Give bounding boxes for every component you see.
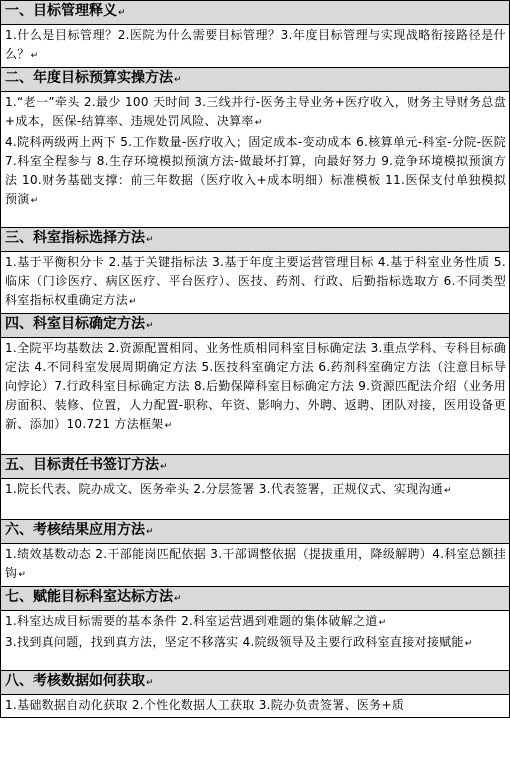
section-heading-row [1, 314, 510, 338]
section-body [1, 25, 510, 68]
section-heading [1, 68, 510, 92]
paragraph: 3.找到真问题，找到真方法，坚定不移落实 4.院级领导及主要行政科室直接对接赋能↵ [5, 635, 473, 649]
section-body [1, 611, 510, 671]
section-title: 一、目标管理释义 [5, 3, 117, 19]
section-body [1, 544, 510, 587]
paragraph-mark: ↵ [174, 75, 182, 85]
section-title: 四、科室目标确定方法 [5, 316, 145, 332]
section-heading [1, 587, 510, 611]
section-body-row [1, 611, 510, 671]
paragraph: 1.什么是目标管理？2.医院为什么需要目标管理？3.年度目标管理与实现战略衔接路径是什么？↵ [5, 28, 506, 61]
section-body-row [1, 92, 510, 228]
section-title: 二、年度目标预算实操方法 [5, 70, 173, 86]
section-heading [1, 314, 510, 338]
section-body-row [1, 479, 510, 520]
section-body [1, 695, 510, 718]
section-title: 三、科室指标选择方法 [5, 230, 145, 246]
section-body [1, 92, 510, 228]
section-heading-row [1, 1, 510, 25]
section-heading [1, 228, 510, 252]
section-title: 五、目标责任书签订方法 [5, 457, 159, 473]
section-body-row [1, 25, 510, 68]
section-heading-row [1, 587, 510, 611]
section-heading [1, 520, 510, 544]
section-heading [1, 455, 510, 479]
section-title: 六、考核结果应用方法 [5, 522, 145, 538]
section-body-row [1, 338, 510, 455]
section-body-row [1, 544, 510, 587]
paragraph-mark: ↵ [160, 462, 168, 472]
section-title: 七、赋能目标科室达标方法 [5, 589, 173, 605]
section-heading-row [1, 455, 510, 479]
section-body [1, 479, 510, 520]
paragraph-mark: ↵ [118, 8, 126, 18]
paragraph: 1.全院平均基数法 2.资源配置相同、业务性质相同科室目标确定法 3.重点学科、专科目标确定法 4.不同科室发展周期确定方法 5.医技科室确定方法 6.药剂科室确定方法（注意目标导向悖论）7.行政科室目标确定方法 8.后勤保障科室目标确定方法 9.资源匹配法介绍（业务用房面积、装修、位置，人力配置-职称、年资、影响力、外聘、返聘、团队对接，医用设备更新、添加）10.721 方法框架↵ [5, 341, 506, 431]
section-body [1, 338, 510, 455]
paragraph-mark: ↵ [146, 527, 154, 537]
paragraph: 1.科室达成目标需要的基本条件 2.科室运营遇到难题的集体破解之道↵ [5, 614, 387, 628]
section-heading [1, 1, 510, 25]
paragraph: 1.院长代表、院办成文、医务牵头 2.分层签署 3.代表签署，正规仪式、实现沟通↵ [5, 482, 452, 496]
paragraph-mark: ↵ [146, 321, 154, 331]
paragraph: 4.院科两级两上两下 5.工作数量-医疗收入；固定成本-变动成本 6.核算单元-科室-分院-医院 7.科室全程参与 8.生存环境模拟预演方法-做最坏打算，向最好努力 9.竞争环境模拟预演方法 10.财务基础支撑：前三年数据（医疗收入+成本明细）标准模板 11.医保支付单独模拟预演↵ [5, 135, 506, 206]
section-heading-row [1, 520, 510, 544]
paragraph: 1.“老一”牵头 2.最少 100 天时间 3.三线并行-医务主导业务+医疗收入，财务主导财务总盘+成本，医保-结算率、违规处罚风险、决算率↵ [5, 95, 506, 128]
section-title: 八、考核数据如何获取 [5, 673, 145, 689]
section-heading-row [1, 228, 510, 252]
paragraph: 1.绩效基数动态 2.干部能岗匹配依据 3.干部调整依据（提拔重用，降级解聘）4.科室总额挂钩↵ [5, 547, 506, 580]
paragraph: 1.基础数据自动化获取 2.个性化数据人工获取 3.院办负责签署、医务+质 [5, 698, 405, 712]
paragraph: 1.基于平衡积分卡 2.基于关键指标法 3.基于年度主要运营管理目标 4.基于科室业务性质 5.临床（门诊医疗、病区医疗、平台医疗）、医技、药剂、行政、后勤指标选取方 6.不同类型科室指标权重确定方法↵ [5, 255, 506, 307]
section-body [1, 252, 510, 314]
paragraph-mark: ↵ [174, 594, 182, 604]
paragraph-mark: ↵ [146, 235, 154, 245]
section-heading-row [1, 68, 510, 92]
section-body-row [1, 252, 510, 314]
paragraph-mark: ↵ [146, 678, 154, 688]
section-heading-row [1, 671, 510, 695]
section-heading [1, 671, 510, 695]
section-body-row [1, 695, 510, 718]
